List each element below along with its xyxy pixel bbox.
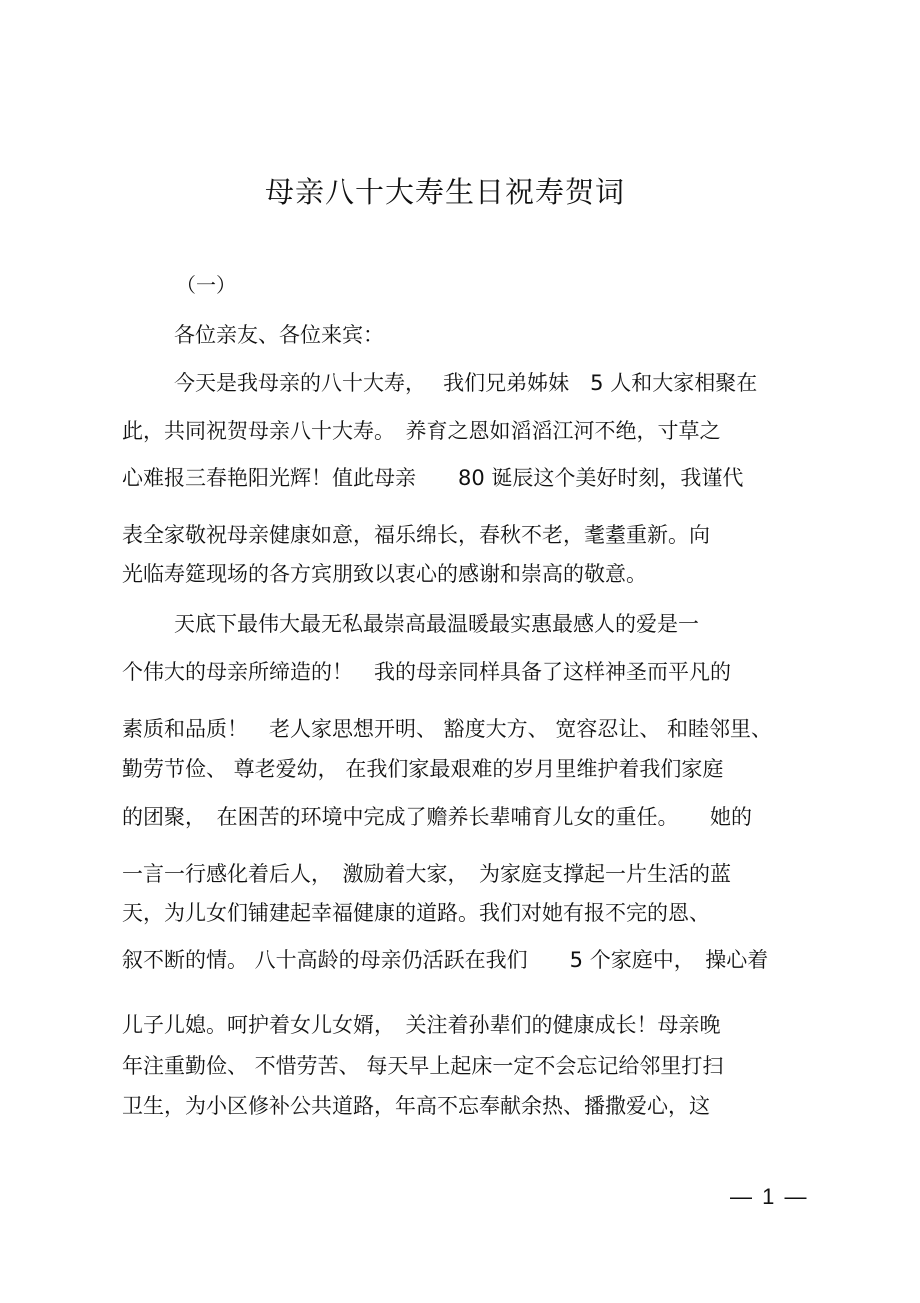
text-line: 天，为儿女们铺建起幸福健康的道路。我们对她有报不完的恩、 [122,901,710,925]
text-line: 心难报三春艳阳光辉！值此母亲 80 诞辰这个美好时刻，我谨代 [122,466,744,490]
text-line: 表全家敬祝母亲健康如意，福乐绵长，春秋不老，耄耋重新。向 [122,523,710,547]
text-line: 儿子儿媳。呵护着女儿女婿， 关注着孙辈们的健康成长！母亲晚 [122,1013,721,1037]
text-line: 个伟大的母亲所缔造的！ 我的母亲同样具备了这样神圣而平凡的 [122,660,731,684]
text-line: 一言一行感化着后人， 激励着大家， 为家庭支撑起一片生活的蓝 [122,862,731,886]
page-number: — 1 — [730,1184,809,1209]
text-line: 素质和品质！ 老人家思想开明、 豁度大方、 宽容忍让、 和睦邻里、 [122,717,773,741]
text-line: 各位亲友、各位来宾： [174,323,384,347]
text-line: 光临寿筵现场的各方宾朋致以衷心的感谢和崇高的敬意。 [122,562,647,586]
text-line: 卫生，为小区修补公共道路，年高不忘奉献余热、播撒爱心，这 [122,1094,710,1118]
section-marker: （一） [176,273,236,297]
document-title: 母亲八十大寿生日祝寿贺词 [264,175,625,209]
text-line: 天底下最伟大最无私最崇高最温暖最实惠最感人的爱是一 [174,612,699,636]
text-line: 今天是我母亲的八十大寿， 我们兄弟姊妹 5 人和大家相聚在 [174,371,758,395]
text-line: 的团聚， 在困苦的环境中完成了赡养长辈哺育儿女的重任。 她的 [122,805,752,829]
text-line: 年注重勤俭、 不惜劳苦、 每天早上起床一定不会忘记给邻里打扫 [122,1054,724,1078]
text-line: 此，共同祝贺母亲八十大寿。 养育之恩如滔滔江河不绝，寸草之 [122,419,721,443]
text-line: 勤劳节俭、 尊老爱幼， 在我们家最艰难的岁月里维护着我们家庭 [122,757,724,781]
text-line: 叙不断的情。 八十高龄的母亲仍活跃在我们 5 个家庭中， 操心着 [122,948,769,972]
